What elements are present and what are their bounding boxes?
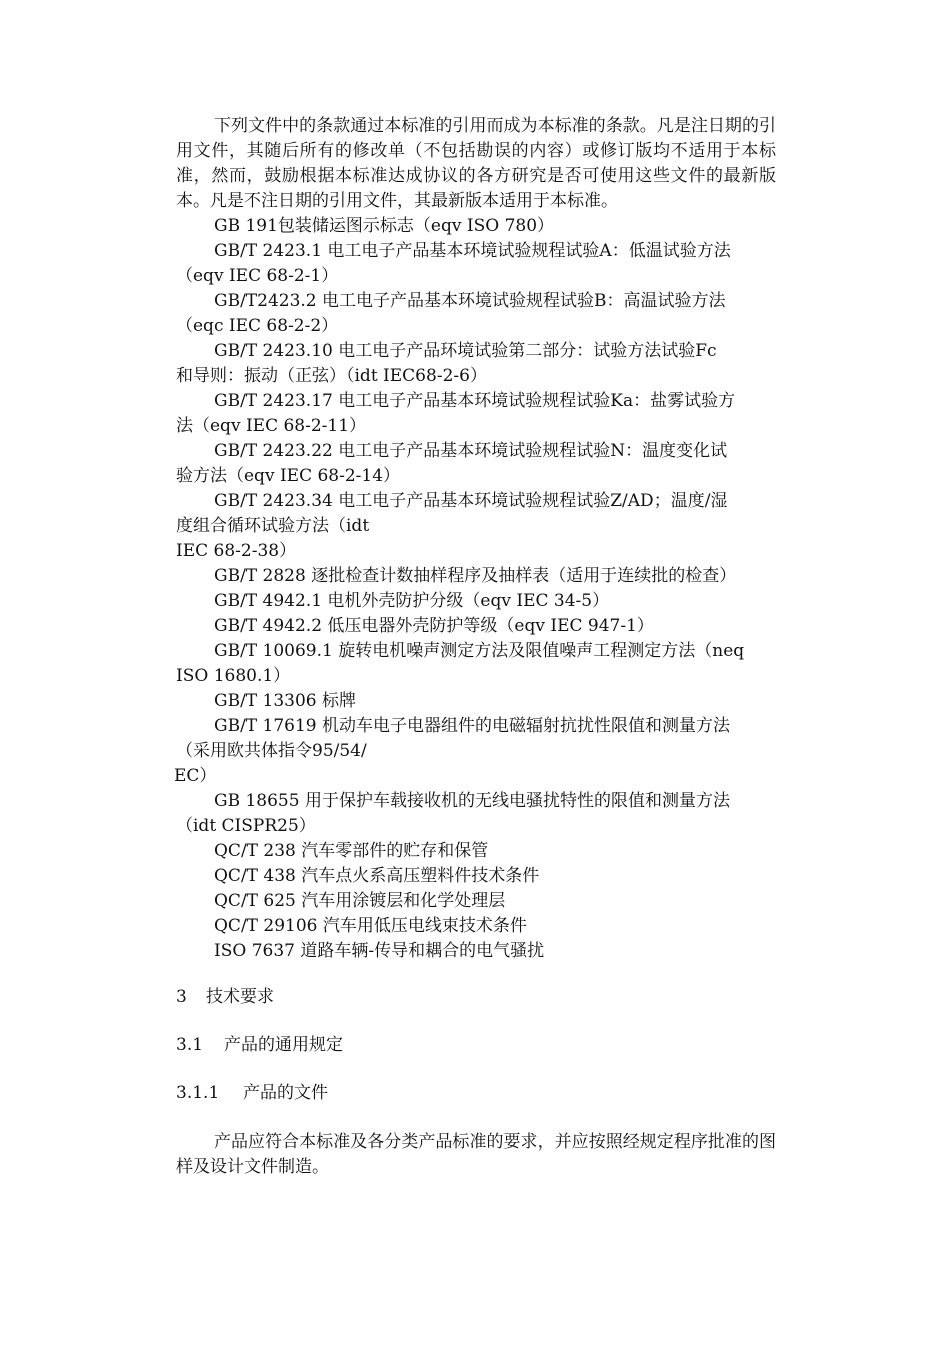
section-3-1-1-paragraph: 产品应符合本标准及各分类产品标准的要求，并应按照经规定程序批准的图样及设计文件制造。: [176, 1132, 776, 1177]
reference-item: QC/T 29106 汽车用低压电线束技术条件: [214, 916, 527, 936]
reference-item: ISO 7637 道路车辆-传导和耦合的电气骚扰: [214, 941, 545, 961]
document-content: [176, 114, 776, 1180]
reference-item: GB/T 2423.17 电工电子产品基本环境试验规程试验Ka：盐雾试验方 法（eqv IEC 68-2-11）: [176, 391, 736, 436]
reference-item: GB 191包装储运图示标志（eqv ISO 780）: [214, 216, 555, 236]
reference-item: GB/T 4942.1 电机外壳防护分级（eqv IEC 34-5）: [214, 591, 610, 611]
reference-item: GB/T 2423.10 电工电子产品环境试验第二部分：试验方法试验Fc 和导则：振动（正弦）（idt IEC68-2-6）: [176, 341, 717, 386]
reference-list: [176, 214, 776, 964]
reference-item: GB/T 2423.34 电工电子产品基本环境试验规程试验Z/AD；温度/湿 度组合循环试验方法（idt IEC 68-2-38）: [176, 491, 728, 561]
reference-item: GB/T 2423.22 电工电子产品基本环境试验规程试验N：温度变化试 验方法（eqv IEC 68-2-14）: [176, 441, 728, 486]
section-heading-3-1: 3.1 产品的通用规定: [176, 1035, 343, 1055]
reference-item: GB/T2423.2 电工电子产品基本环境试验规程试验B：高温试验方法 （eqc IEC 68-2-2）: [176, 291, 726, 336]
reference-item: QC/T 238 汽车零部件的贮存和保管: [214, 841, 489, 861]
reference-item: QC/T 625 汽车用涂镀层和化学处理层: [214, 891, 506, 911]
intro-paragraph: 下列文件中的条款通过本标准的引用而成为本标准的条款。凡是注日期的引用文件，其随后所有的修改单（不包括勘误的内容）或修订版均不适用于本标准，然而，鼓励根据本标准达成协议的各方研究是否可使用这些文件的最新版本。凡是不注日期的引用文件，其最新版本适用于本标准。: [176, 116, 776, 211]
section-heading-3: 3 技术要求: [176, 987, 274, 1007]
reference-item: QC/T 438 汽车点火系高压塑料件技术条件: [214, 866, 540, 886]
reference-item: GB/T 17619 机动车电子电器组件的电磁辐射抗扰性限值和测量方法 （采用欧共体指令95/54/ EC）: [174, 716, 731, 786]
reference-item: GB/T 10069.1 旋转电机噪声测定方法及限值噪声工程测定方法（neq ISO 1680.1）: [176, 641, 745, 686]
reference-item: GB/T 2828 逐批检查计数抽样程序及抽样表（适用于连续批的检查）: [214, 566, 737, 586]
reference-item: GB/T 2423.1 电工电子产品基本环境试验规程试验A：低温试验方法 （eqv IEC 68-2-1）: [176, 241, 731, 286]
reference-item: GB/T 13306 标牌: [214, 691, 357, 711]
reference-item: GB/T 4942.2 低压电器外壳防护等级（eqv IEC 947-1）: [214, 616, 654, 636]
reference-item: GB 18655 用于保护车载接收机的无线电骚扰特性的限值和测量方法 （idt CISPR25）: [176, 791, 730, 836]
section-heading-3-1-1: 3.1.1 产品的文件: [176, 1083, 328, 1103]
